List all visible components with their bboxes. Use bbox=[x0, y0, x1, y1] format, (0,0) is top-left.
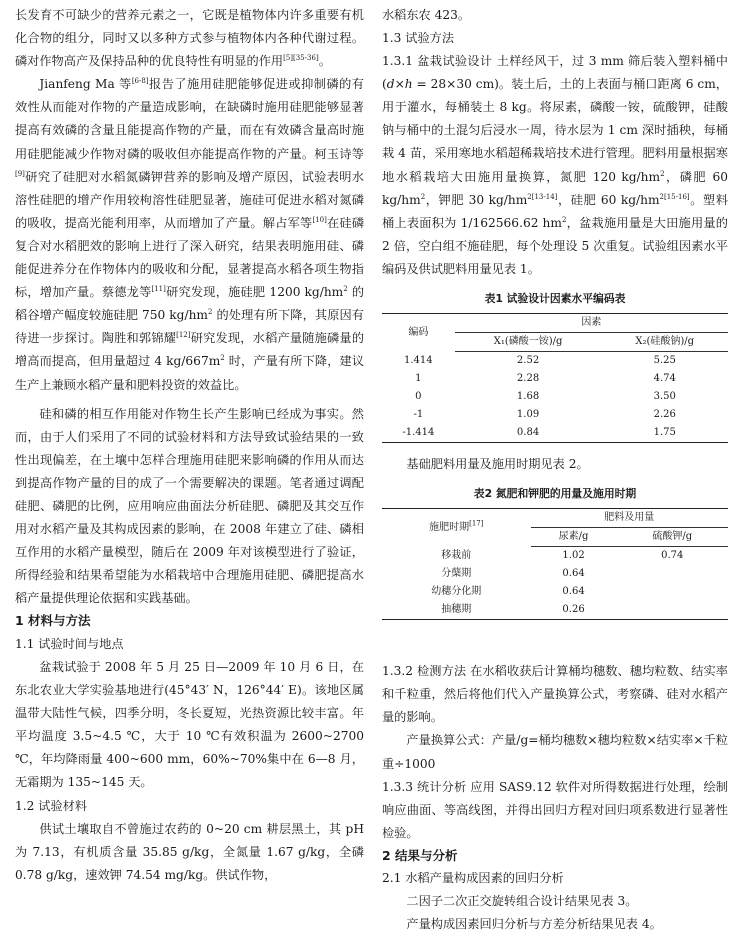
table-cell: 0.64 bbox=[562, 586, 585, 598]
table-cell: 5.25 bbox=[653, 355, 676, 367]
table-row bbox=[382, 352, 728, 371]
table-header: X₁(磷酸一铵)/g bbox=[455, 333, 602, 352]
table-cell: 1.414 bbox=[404, 354, 433, 366]
table-row bbox=[382, 601, 728, 620]
subsection-heading: 2.1 水稻产量构成因素的回归分析 bbox=[382, 871, 564, 886]
table-cell bbox=[617, 601, 728, 620]
fertilizer-period-table bbox=[382, 508, 728, 620]
paragraph: 产量构成因素回归分析与方差分析结果见表 4。 bbox=[406, 917, 662, 932]
paragraph: 1.3.1 盆栽试验设计 土样经风干，过 3 mm 筛后装入塑料桶中(d×h = 28×30 cm)。装土后，土的上表面与桶口距离 6 cm，用于灌水，每桶装土 8 kg。将尿素，磷酸一铵，硫酸钾，硅酸钠与桶中的土混匀后浸水一周，待水层为 1 cm 深时插秧，每桶栽 4 苗，采用寒地水稻超稀栽培技术进行管理。肥料用量根据寒地水稻栽培大田施用量换算，氮肥 120 $kg/hm^2$，磷肥 60 $kg/hm^2$，钾肥 30 $kg/hm^{2[13-14]}$，硅肥 60 $kg/hm^{2[15-16]}$。塑料桶上表面积为 1/162566.62 $hm^2$，盆栽施用量是大田施用量的 2 倍，空白组不施硅肥，每个处理设 5 次重复。试验组因素水平编码及供试肥料用量见表 1。 bbox=[382, 54, 729, 276]
table-cell: 2.26 bbox=[653, 409, 676, 421]
table-row bbox=[382, 370, 728, 388]
table-cell: 0.26 bbox=[531, 601, 617, 620]
subsection-heading: 1.2 试验材料 bbox=[15, 798, 88, 813]
table-row bbox=[382, 565, 728, 583]
table-row bbox=[382, 424, 728, 443]
table-caption: 表2 氮肥和钾肥的用量及施用时期 bbox=[473, 487, 637, 501]
table-row bbox=[382, 388, 728, 406]
table-cell: 抽穗期 bbox=[382, 601, 531, 620]
section-heading: 2 结果与分析 bbox=[382, 847, 458, 863]
table-cell bbox=[617, 565, 728, 583]
table-header: 肥料及用量 bbox=[531, 509, 728, 528]
paragraph: 产量换算公式：产量/g=桶均穗数×穗均粒数×结实率×千粒重÷1000 bbox=[382, 733, 728, 771]
table-cell: 0 bbox=[415, 391, 422, 403]
table-header: 因素 bbox=[455, 314, 728, 333]
table-cell: 3.50 bbox=[653, 391, 676, 403]
table-cell bbox=[617, 583, 728, 601]
paragraph: 盆栽试验于 2008 年 5 月 25 日—2009 年 10 月 6 日，在东北农业大学实验基地进行(45°43′ N，126°44′ E)。该地区属温带大陆性气候，四季分明，冬长夏短，光热资源比较丰富。年平均温度 3.5~4.5 ℃，大于 10 ℃有效积温为 2600~2700 ℃，年均降雨量 400~600 mm，60%~70%集中在 6—8 月，无霜期为 135~145 天。 bbox=[15, 659, 364, 790]
table-row bbox=[382, 547, 728, 566]
table-header: 尿素/g bbox=[531, 528, 617, 547]
subsection-heading: 1.1 试验时间与地点 bbox=[15, 636, 124, 651]
table-cell: 1.75 bbox=[601, 424, 728, 443]
paragraph: 水稻东农 423。 bbox=[382, 8, 471, 22]
table-cell: 0.74 bbox=[661, 550, 684, 562]
table-cell: 1.68 bbox=[516, 391, 540, 403]
factor-level-table bbox=[382, 313, 728, 443]
table-cell: 2.28 bbox=[516, 373, 540, 385]
table-cell: 1.02 bbox=[562, 550, 585, 562]
table-cell: 移栽前 bbox=[441, 549, 472, 561]
table-row bbox=[382, 406, 728, 424]
table-cell: 4.74 bbox=[653, 373, 676, 385]
table-cell: 幼穗分化期 bbox=[431, 586, 482, 598]
section-heading: 1 材料与方法 bbox=[15, 613, 91, 629]
table-cell: -1.414 bbox=[382, 424, 455, 443]
paragraph: 供试土壤取自不曾施过农药的 0~20 cm 耕层黑土，其 pH 为 7.13，有机质含量 35.85 g/kg，全氮量 1.67 g/kg，全磷 0.78 g/kg，速效钾 74.54 mg/kg。供试作物， bbox=[15, 821, 364, 882]
table-caption: 表1 试验设计因素水平编码表 bbox=[484, 292, 626, 306]
paragraph: 长发育不可缺少的营养元素之一，它既是植物体内许多重要有机化合物的组分，同时又以多种方式参与植物体内各种代谢过程。磷对作物高产及保持品种的优良特性有明显的作用[5][35-36]。 bbox=[15, 8, 364, 69]
subsection-heading: 1.3 试验方法 bbox=[382, 31, 455, 46]
table-cell: 1.09 bbox=[516, 409, 540, 421]
right-column bbox=[382, 4, 728, 937]
left-column bbox=[15, 4, 364, 887]
table-header: 编码 bbox=[408, 326, 429, 338]
table-row bbox=[382, 583, 728, 601]
paragraph: 1.3.2 检测方法 在水稻收获后计算桶均穗数、穗均粒数、结实率和千粒重，然后将他们代入产量换算公式，考察磷、硅对水稻产量的影响。 bbox=[382, 664, 728, 725]
paragraph: 1.3.3 统计分析 应用 SAS9.12 软件对所得数据进行处理，绘制响应曲面、等高线图，并得出回归方程对回归项系数进行显著性检验。 bbox=[382, 779, 728, 840]
paragraph: 基础肥料用量及施用时期见表 2。 bbox=[406, 457, 589, 472]
table-header: 硫酸钾/g bbox=[617, 528, 728, 547]
table-cell: 0.84 bbox=[455, 424, 602, 443]
table-header: 施肥时期[17] bbox=[429, 519, 484, 533]
table-cell: -1 bbox=[413, 409, 424, 421]
table-cell: 分蘖期 bbox=[441, 568, 472, 580]
table-cell: 0.64 bbox=[562, 568, 585, 580]
table-cell: 2.52 bbox=[516, 355, 540, 367]
paragraph: 硅和磷的相互作用能对作物生长产生影响已经成为事实。然而，由于人们采用了不同的试验材料和方法导致试验结果的一致性出现偏差，在土壤中怎样合理施用硅肥来影响磷的作用从而达到提高作物产量的目的成了一个需要解决的课题。笔者通过调配硅肥、磷肥的比例，应用响应曲面法分析硅肥、磷肥及其交互作用对水稻产量及其构成因素的影响，在 2008 年建立了硅、磷相互作用的水稻产量模型，随后在 2009 年对该模型进行了验证，所得经验和结果希望能为水稻栽培中合理施用硅肥、磷肥提高水稻产量提供理论依据和实践基础。 bbox=[15, 406, 364, 606]
paragraph: Jianfeng Ma 等[6-8]报告了施用硅肥能够促进或抑制磷的有效性从而能对作物的产量造成影响，在缺磷时施用硅肥能够显著提高有效磷的含量且能提高作物的产量，而在有效磷含量高时施用硅肥能减少作物对磷的吸收但亦能提高作物的产量。柯玉诗等[9]研究了硅肥对水稻氮磷钾营养的影响及增产原因，试验表明水溶性硅肥的增产作用较枸溶性硅肥显著，施硅可促进水稻对氮磷的吸收，提高光能利用率，从而增加了产量。解占军等[10]在硅磷复合对水稻肥效的影响上进行了深入研究，结果表明施用硅、磷能促进养分在作物体内的吸收和分配，显著提高水稻各项生物指标，增加产量。蔡德龙等[11]研究发现，施硅肥 1200 $kg/hm^2$ 的稻谷增产幅度较施硅肥 750 $kg/hm^2$ 的处理有所下降，其原因有待进一步探讨。陶胜和郭锦耀[12]研究发现，水稻产量随施磷量的增高而提高，但用量超过 4 $kg/667m^2$ 时，产量有所下降，建议生产上兼顾水稻产量和肥料投资的效益比。 bbox=[15, 77, 365, 392]
paragraph: 二因子二次正交旋转组合设计结果见表 3。 bbox=[406, 894, 638, 909]
table-header: X₂(硅酸钠)/g bbox=[601, 333, 728, 352]
table-cell: 1 bbox=[415, 373, 422, 385]
